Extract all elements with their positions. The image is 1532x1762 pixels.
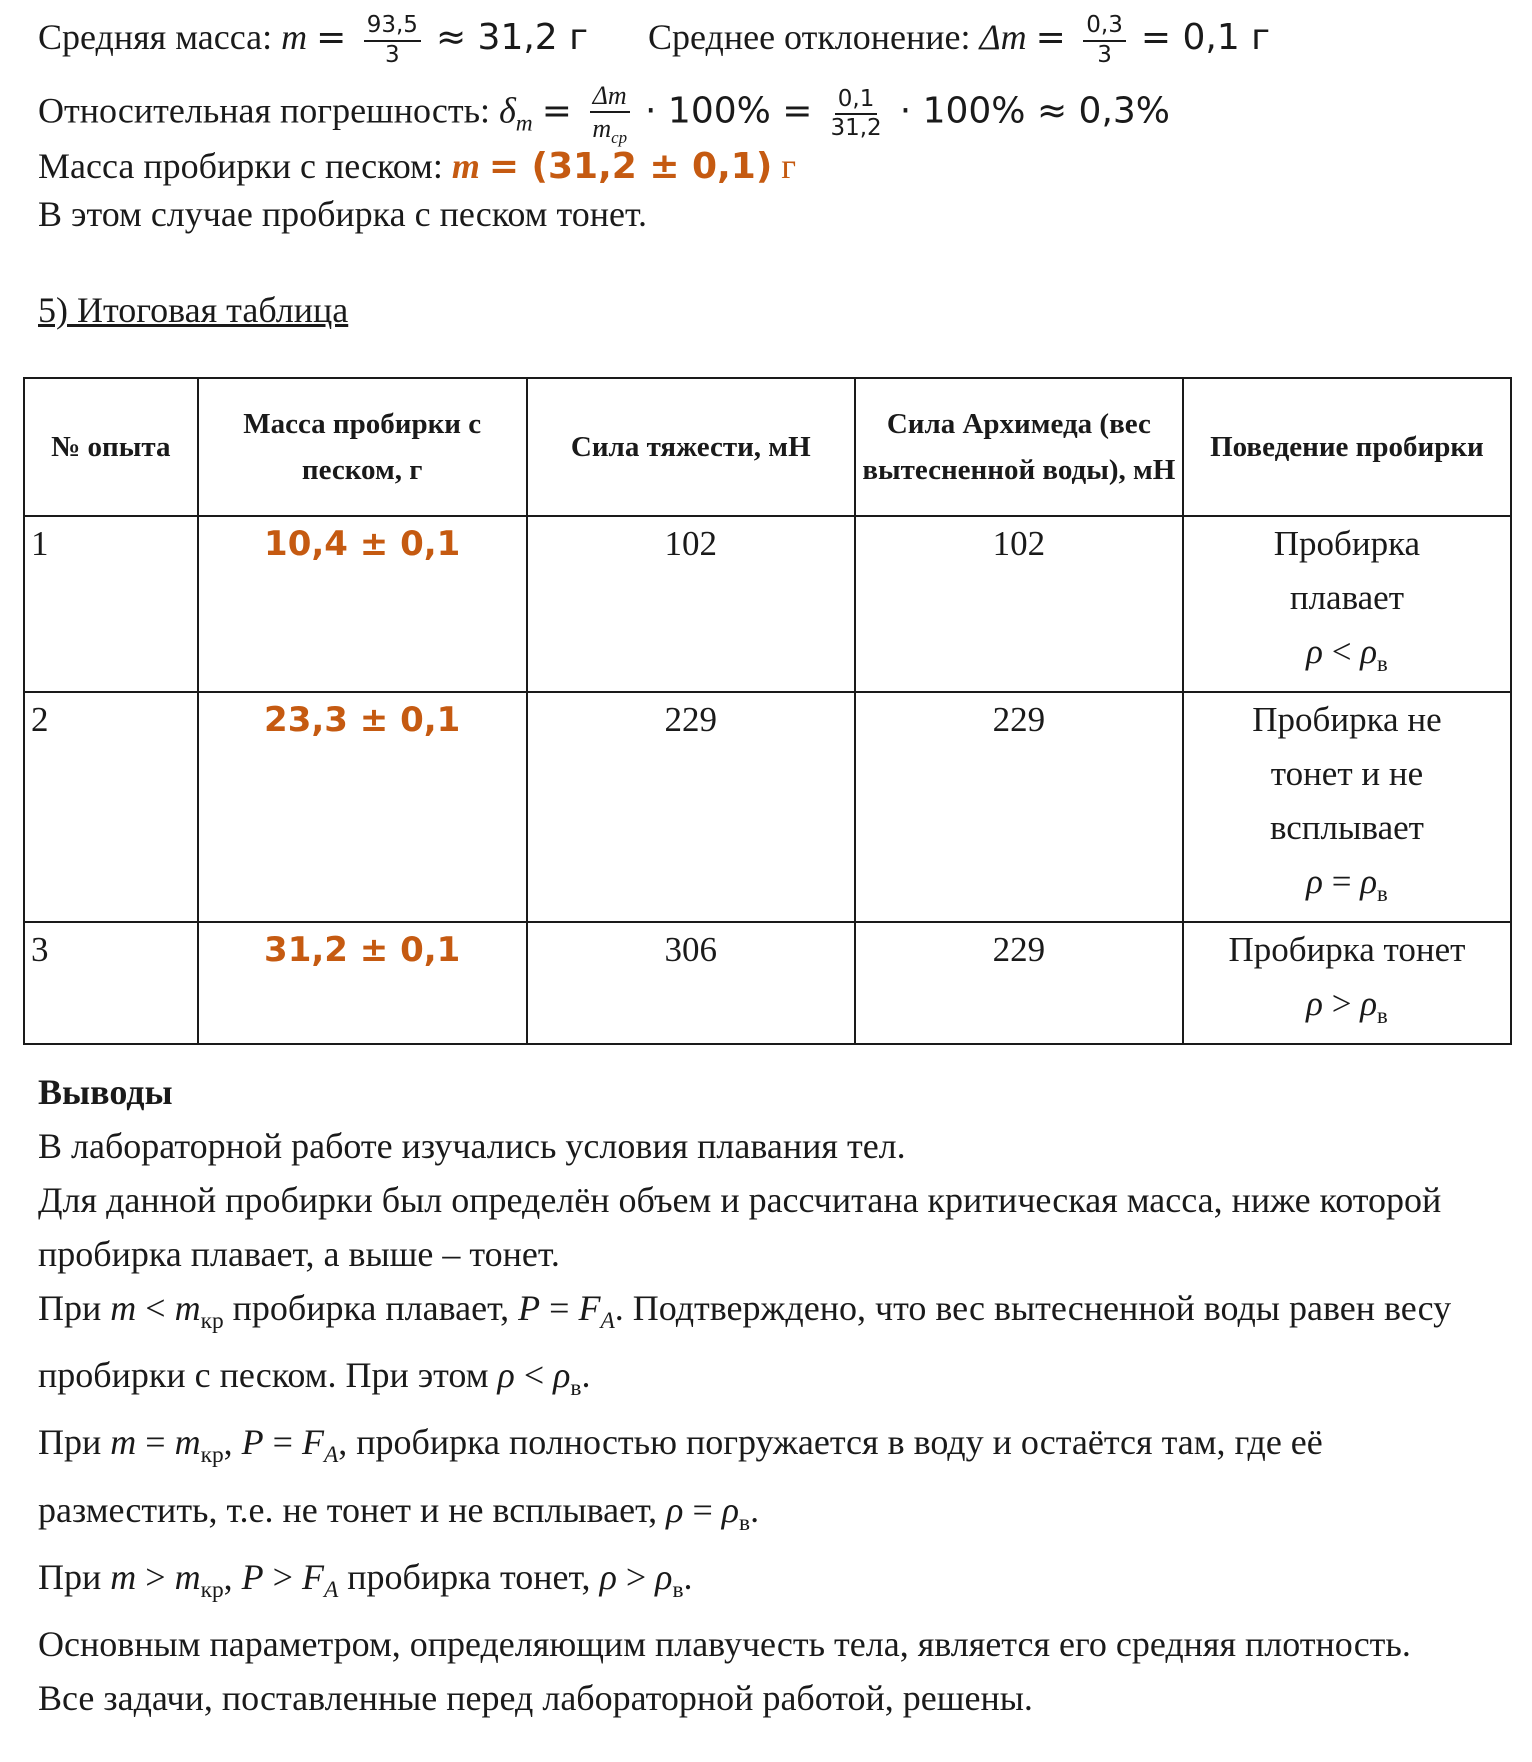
sinks-statement: В этом случае пробирка с песком тонет. <box>38 194 647 234</box>
rho-subscript: в <box>1377 650 1388 676</box>
mean-deviation-result: 0,1 г <box>1182 16 1271 58</box>
behavior-line: Пробирка тонет <box>1228 929 1466 969</box>
section-title: 5) Итоговая таблица <box>38 290 349 330</box>
text-run: пробирка плавает, <box>223 1288 519 1328</box>
mass-result-label: Масса пробирки с песком: <box>38 146 443 186</box>
relative-error-numerator-2: 0,1 <box>835 86 878 116</box>
behavior-line: тонет и не <box>1270 753 1424 793</box>
rho-subscript: в <box>1377 1002 1388 1028</box>
cell-mass <box>198 922 527 1044</box>
relative-error-denominator-2: 31,2 <box>830 115 882 142</box>
conclusion-paragraph: При $m > m_{кр}$, $P > F_A$ пробирка тонет, $\rho > \rho_в$. <box>38 1556 693 1603</box>
cell-experiment-number: 3 <box>24 922 198 1044</box>
relative-error-tail: · 100% ≈ 0,3% <box>899 90 1171 132</box>
conclusion-paragraph: Все задачи, поставленные перед лабораторной работой, решены. <box>38 1677 1033 1718</box>
cell-mass <box>198 692 527 922</box>
relative-error-label: Относительная погрешность: <box>38 90 491 131</box>
table-row <box>24 922 1511 1044</box>
header-archimedes: Сила Архимеда (вес вытесненной воды), мН <box>855 378 1183 516</box>
rho-symbol: ρ <box>1360 861 1377 901</box>
mean-mass-numerator: 93,5 <box>364 12 421 42</box>
header-gravity: Сила тяжести, мН <box>527 378 855 516</box>
results-table <box>23 377 1512 1045</box>
rho-symbol: ρ <box>1360 632 1377 671</box>
mean-deviation-formula: Среднее отклонение: Δm = $\frac{0,3}{3}$ = 0,1 г <box>648 12 1271 68</box>
cell-gravity: 229 <box>527 692 855 922</box>
cell-archimedes: 102 <box>855 516 1183 692</box>
mean-mass-result: 31,2 г <box>477 16 589 58</box>
cell-behavior <box>1183 692 1511 922</box>
mass-result-value: = (31,2 ± 0,1) <box>488 146 773 187</box>
header-behavior: Поведение пробирки <box>1183 378 1511 516</box>
table-row <box>24 516 1511 692</box>
rho-symbol: ρ <box>1306 632 1323 671</box>
relation-sign: < <box>1331 632 1352 671</box>
mean-mass-label: Средняя масса: <box>38 16 273 57</box>
conclusion-paragraph: В лабораторной работе изучались условия плавания тел. <box>38 1126 906 1166</box>
cell-behavior <box>1183 516 1511 692</box>
conclusion-paragraph: При $m < m_{кр}$ пробирка плавает, $P = F_A$. Подтверждено, что вес вытесненной воды равен весу пробирки с песком. При этом $\rho < \rho_в$. <box>38 1288 1452 1402</box>
conclusion-paragraph: Для данной пробирки был определён объем и рассчитана критическая масса, ниже которой пробирка плавает, а выше – тонет. <box>38 1180 1442 1274</box>
conclusions <box>38 1065 1498 1725</box>
cell-gravity: 306 <box>527 922 855 1044</box>
behavior-line: Пробирка не <box>1252 699 1442 739</box>
density-relation <box>1190 855 1504 921</box>
behavior-line: Пробирка <box>1273 524 1421 563</box>
mean-mass-denominator: 3 <box>385 41 400 68</box>
relative-error-formula: Относительная погрешность: $\delta_m$ = $\frac{\Delta m}{m_{ср}}$ · 100% = $\frac{0,1}{31,2}$ · 100% ≈ 0,3% <box>38 81 1171 148</box>
conclusion-paragraph: При $m = m_{кр}$, $P = F_A$, пробирка полностью погружается в воду и остаётся там, где её разместить, т.е. не тонет и не всплывает, $\rho = \rho_в$. <box>38 1422 1323 1536</box>
mass-value: 10,4 ± 0,1 <box>264 524 461 564</box>
cell-experiment-number: 1 <box>24 516 198 692</box>
relative-error-den-var: m <box>592 114 612 144</box>
mass-value: 31,2 ± 0,1 <box>264 929 461 970</box>
relative-error-var: δ <box>499 90 516 131</box>
text-run: пробирка полностью погружается в воду и остаётся там, где её разместить, т.е. не тонет и не всплывает, <box>38 1422 1323 1530</box>
relative-error-numerator-1: Δm <box>590 80 630 113</box>
mean-deviation-numerator: 0,3 <box>1083 12 1126 42</box>
rho-symbol: ρ <box>1306 983 1323 1023</box>
behavior-line: всплывает <box>1269 807 1424 847</box>
relation-sign: > <box>1331 983 1352 1023</box>
text-run: При <box>38 1556 111 1597</box>
rho-symbol: ρ <box>1306 861 1323 901</box>
relation-sign: = <box>1331 861 1352 901</box>
mean-mass-fraction <box>364 12 421 69</box>
behavior-line: плавает <box>1289 578 1405 617</box>
cell-mass <box>198 516 527 692</box>
density-relation <box>1190 625 1504 691</box>
rho-symbol: ρ <box>1360 983 1377 1023</box>
relative-error-fraction-1 <box>589 80 630 148</box>
mean-mass-formula: Средняя масса: m = $\frac{93,5}{3}$ ≈ 31,2 г <box>38 12 589 68</box>
conclusion-paragraph: Основным параметром, определяющим плавучесть тела, является его средняя плотность. <box>38 1623 1411 1664</box>
mass-result-var: m <box>451 146 480 186</box>
header-experiment-number: № опыта <box>24 378 198 516</box>
text-run: . Подтверждено, что вес вытесненной воды равен весу пробирки с песком. При этом <box>38 1288 1452 1396</box>
text-run: При <box>38 1288 111 1328</box>
rho-subscript: в <box>1377 880 1388 906</box>
table-header-row <box>24 378 1511 516</box>
mean-deviation-label: Среднее отклонение: <box>648 16 971 57</box>
mass-value: 23,3 ± 0,1 <box>264 699 461 740</box>
cell-archimedes: 229 <box>855 692 1183 922</box>
table-row <box>24 692 1511 922</box>
mean-deviation-fraction <box>1083 12 1126 69</box>
text-run: При <box>38 1422 111 1463</box>
mean-mass-var: m <box>281 16 308 57</box>
density-relation <box>1190 977 1504 1043</box>
cell-experiment-number: 2 <box>24 692 198 922</box>
conclusions-title: Выводы <box>38 1072 173 1112</box>
mass-result-unit: г <box>781 146 797 186</box>
mean-deviation-var: Δm <box>979 16 1027 57</box>
relative-error-fraction-2 <box>827 86 884 143</box>
cell-behavior <box>1183 922 1511 1044</box>
relative-error-den-sub: ср <box>611 128 628 148</box>
mean-deviation-denominator: 3 <box>1097 41 1112 68</box>
relative-error-denominator-1 <box>589 113 630 148</box>
header-mass: Масса пробирки с песком, г <box>198 378 527 516</box>
text-run: пробирка тонет, <box>338 1556 600 1597</box>
mass-result-line <box>38 148 796 185</box>
relative-error-mid: · 100% = <box>645 90 813 132</box>
relative-error-sub: m <box>515 110 533 137</box>
cell-archimedes: 229 <box>855 922 1183 1044</box>
cell-gravity: 102 <box>527 516 855 692</box>
